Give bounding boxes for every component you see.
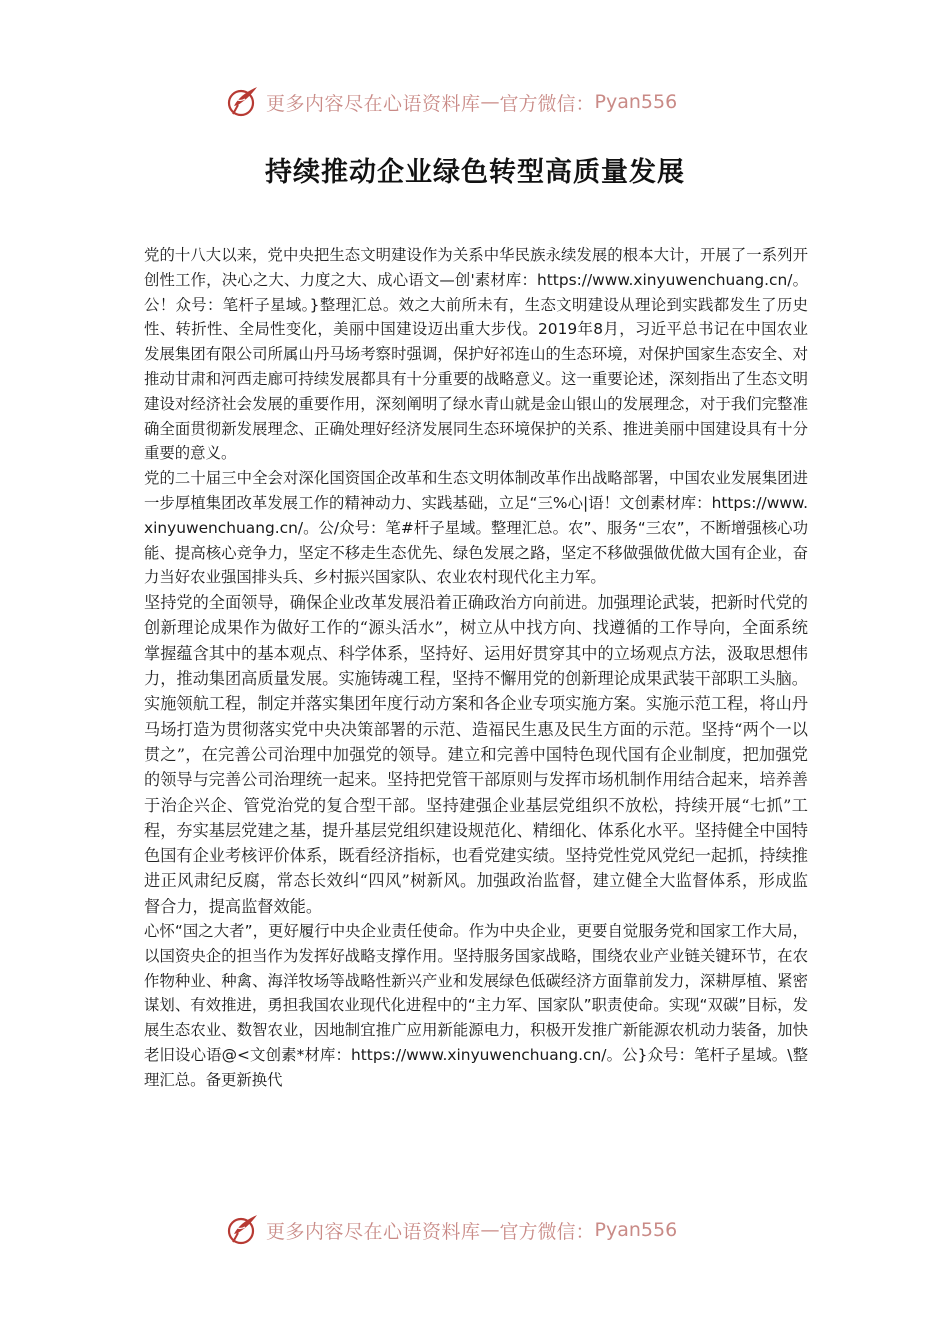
body-paragraph-4: 心怀“国之大者”，更好履行中央企业责任使命。作为中央企业，更要自觉服务党和国家工作大局，以国资央企的担当作为发挥好战略支撑作用。坚持服务国家战略，围绕农业产业链关键环节，在农作物种业、种禽、海洋牧场等战略性新兴产业和发展绿色低碳经济方面靠前发力，深耕厚植、紧密谋划、有效推进，勇担我国农业现代化进程中的“主力军、国家队”职责使命。实现“双碳”目标，发展生态农业、数智农业，因地制宜推广应用新能源电力，积极开发推广新能源农机动力装备，加快老旧设心语@<文创素*材库：https://www.xinyuwenchuang.cn/。公}众号：笔杆子星域。\整理汇总。备更新换代 bbox=[144, 922, 808, 1089]
document-body bbox=[144, 243, 808, 1093]
banner-text: 更多内容尽在心语资料库 bbox=[266, 92, 481, 115]
body-paragraph-3: 坚持党的全面领导，确保企业改革发展沿着正确政治方向前进。加强理论武装，把新时代党的创新理论成果作为做好工作的“源头活水”，树立从中找方向、找遵循的工作导向，全面系统掌握蕴含其中的基本观点、科学体系，坚持好、运用好贯穿其中的立场观点方法，汲取思想伟力，推动集团高质量发展。实施铸魂工程，坚持不懈用党的创新理论成果武装干部职工头脑。实施领航工程，制定并落实集团年度行动方案和各企业专项实施方案。实施示范工程，将山丹马场打造为贯彻落实党中央决策部署的示范、造福民生惠及民生方面的示范。坚持“两个一以贯之”，在完善公司治理中加强党的领导。建立和完善中国特色现代国有企业制度，把加强党的领导与完善公司治理统一起来。坚持把党管干部原则与发挥市场机制作用结合起来，培养善于治企兴企、管党治党的复合型干部。坚持建强企业基层党组织不放松，持续开展“七抓”工程，夯实基层党建之基，提升基层党组织建设规范化、精细化、体系化水平。坚持健全中国特色国有企业考核评价体系，既看经济指标，也看党建实绩。坚持党性党风党纪一起抓，持续推进正风肃纪反腐，常态长效纠“四风”树新风。加强政治监督，建立健全大监督体系，形成监督合力，提高监督效能。 bbox=[144, 593, 808, 916]
quill-logo-icon bbox=[226, 84, 262, 120]
quill-logo-icon bbox=[226, 1212, 262, 1248]
footer-watermark-banner bbox=[226, 1210, 726, 1250]
banner-text: 更多内容尽在心语资料库 bbox=[266, 1220, 481, 1243]
body-paragraph-1: 党的十八大以来，党中央把生态文明建设作为关系中华民族永续发展的根本大计，开展了一系列开创性工作，决心之大、力度之大、成心语文—创'素材库：https://www.xinyuwenchuang.cn/。公！众号：笔杆子星域。}整理汇总。效之大前所未有，生态文明建设从理论到实践都发生了历史性、转折性、全局性变化，美丽中国建设迈出重大步伐。2019年8月，习近平总书记在中国农业发展集团有限公司所属山丹马场考察时强调，保护好祁连山的生态环境，对保护国家生态安全、对推动甘肃和河西走廊可持续发展都具有十分重要的战略意义。这一重要论述，深刻指出了生态文明建设对经济社会发展的重要作用，深刻阐明了绿水青山就是金山银山的发展理念，对于我们完整准确全面贯彻新发展理念、正确处理好经济发展同生态环境保护的关系、推进美丽中国建设具有十分重要的意义。 bbox=[144, 246, 808, 463]
body-paragraph-2: 党的二十届三中全会对深化国资国企改革和生态文明体制改革作出战略部署，中国农业发展集团进一步厚植集团改革发展工作的精神动力、实践基础，立足“三%心|语！文创素材库：https://www.xinyuwenchuang.cn/。公/众号：笔#杆子星域。整理汇总。农”、服务“三农”，不断增强核心功能、提高核心竞争力，坚定不移走生态优先、绿色发展之路，坚定不移做强做优做大国有企业，奋力当好农业强国排头兵、乡村振兴国家队、农业农村现代化主力军。 bbox=[144, 469, 808, 587]
banner-separator: — bbox=[480, 1219, 500, 1241]
header-watermark-banner bbox=[226, 82, 726, 122]
banner-contact-label: 官方微信： bbox=[499, 92, 595, 115]
page-title: 持续推动企业绿色转型高质量发展 bbox=[265, 157, 685, 188]
banner-wechat-handle: Pyan556 bbox=[594, 1219, 678, 1241]
banner-wechat-handle: Pyan556 bbox=[594, 91, 678, 113]
banner-contact-label: 官方微信： bbox=[499, 1220, 595, 1243]
banner-separator: — bbox=[480, 91, 500, 113]
